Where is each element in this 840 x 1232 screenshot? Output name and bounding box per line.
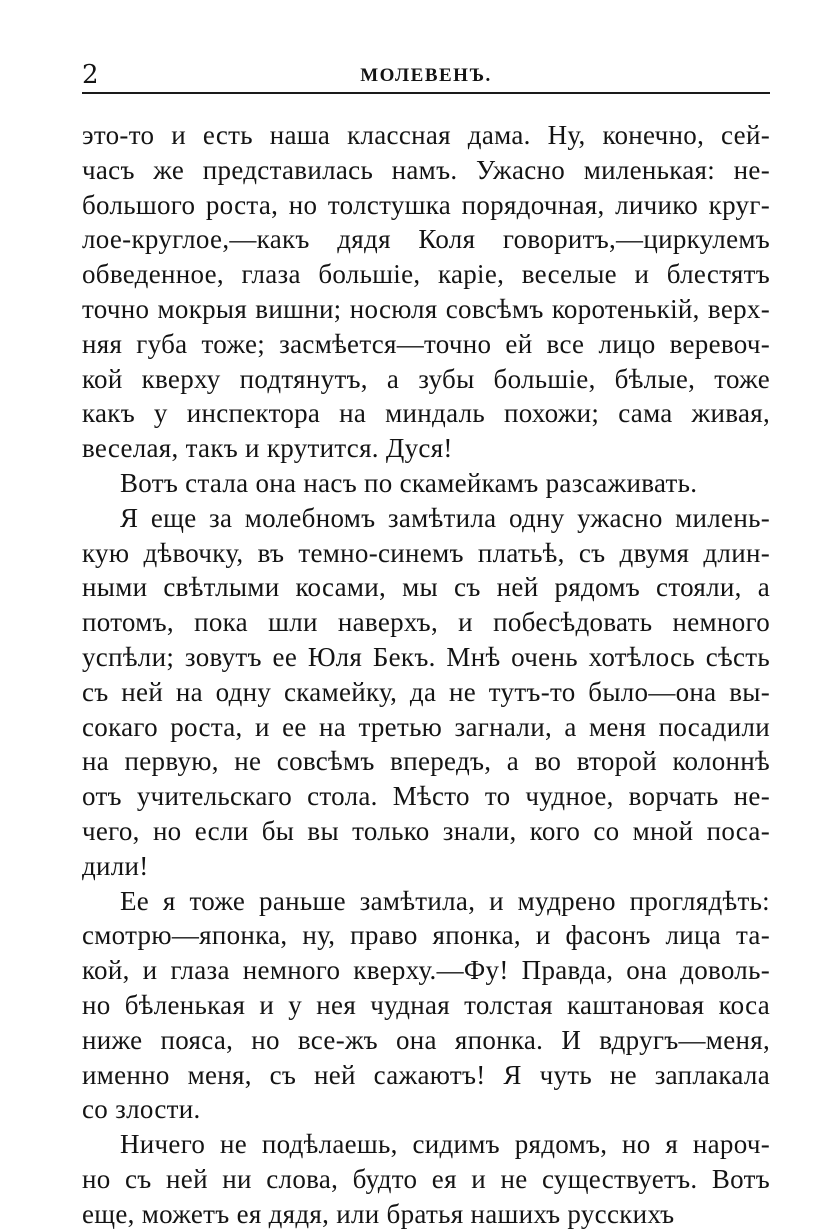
text-line: еще, можетъ ея дядя, или братья нашихъ русскихъ [82,1198,675,1229]
paragraph [82,884,770,1128]
text-line: именно меня, съ ней сажаютъ! Я чуть не заплакала [82,1059,770,1090]
text-line: обведенное, глаза большіе, каріе, веселые и блестятъ [82,259,770,290]
text-line: но съ ней ни слова, будто ея и не существуетъ. Вотъ [82,1163,770,1194]
paragraph [82,1127,770,1231]
page-number: 2 [82,60,99,90]
body-text [82,118,770,1232]
header-rule [82,92,770,94]
text-line: успѣли; зовутъ ее Юля Бекъ. Мнѣ очень хотѣлось сѣсть [82,641,770,672]
text-line: веселая, такъ и крутится. Дуся! [82,433,453,464]
text-line: Ее я тоже раньше замѣтила, и мудрено проглядѣть: [120,885,770,916]
paragraph [82,466,770,501]
text-line: большого роста, но толстушка порядочная, личико круг- [82,189,770,220]
text-line: точно мокрыя вишни; носюля совсѣмъ коротенькій, верх- [82,293,770,324]
text-line: ниже пояса, но все-жъ она японка. И вдругъ—меня, [82,1024,770,1055]
text-line: кую дѣвочку, въ темно-синемъ платьѣ, съ двумя длин- [82,537,770,568]
text-line: Я еще за молебномъ замѣтила одну ужасно милень- [120,502,770,533]
text-line: отъ учительскаго стола. Мѣсто то чудное, ворчать не- [82,781,770,812]
text-line: это-то и есть наша классная дама. Ну, конечно, сей- [82,120,770,150]
text-line: на первую, не совсѣмъ впередъ, а во второй колоннѣ [82,746,770,777]
text-line: потомъ, пока шли наверхъ, и побесѣдовать немного [82,607,770,638]
text-line: няя губа тоже; засмѣется—точно ей все лицо веревоч- [82,328,770,359]
running-title: МОЛЕВЕНЪ. [360,65,492,86]
running-head [82,58,770,92]
text-line: часъ же представилась намъ. Ужасно миленькая: не- [82,154,770,185]
paragraph [82,501,770,884]
text-line: ными свѣтлыми косами, мы съ ней рядомъ стояли, а [82,572,770,603]
paragraph [82,118,770,466]
text-line: сокаго роста, и ее на третью загнали, а меня посадили [82,711,770,742]
text-line: лое-круглое,—какъ дядя Коля говоритъ,—циркулемъ [82,224,770,255]
text-line: Ничего не подѣлаешь, сидимъ рядомъ, но я нароч- [120,1129,770,1160]
text-line: какъ у инспектора на миндаль похожи; сама живая, [82,398,770,429]
text-line: смотрю—японка, ну, право японка, и фасонъ лица та- [82,920,770,951]
text-line: съ ней на одну скамейку, да не тутъ-то было—она вы- [82,676,770,707]
text-line: кой кверху подтянутъ, а зубы большіе, бѣлые, тоже [82,363,770,394]
text-line: но бѣленькая и у нея чудная толстая каштановая коса [82,989,770,1020]
text-line: чего, но если бы вы только знали, кого со мной поса- [82,815,770,846]
text-line: Вотъ стала она насъ по скамейкамъ разсаживать. [120,467,698,498]
text-line: дили! [82,850,149,881]
text-line: кой, и глаза немного кверху.—Фу! Правда, она доволь- [82,955,770,986]
text-line: со злости. [82,1094,201,1125]
